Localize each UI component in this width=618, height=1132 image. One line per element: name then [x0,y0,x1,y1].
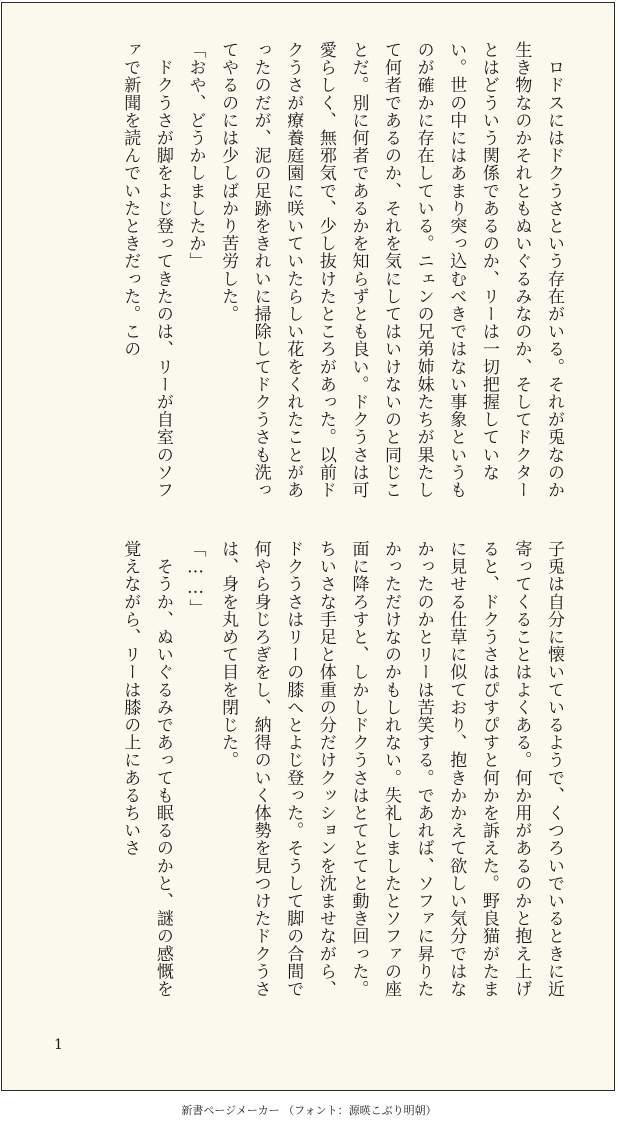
paragraph: ドクうさが脚をよじ登ってきたのは、リーが自室のソファで新聞を読んでいたときだった。この [120,41,173,499]
dialogue-line: 「おや、どうかしましたか」 [185,41,206,270]
upper-text-block [50,41,570,501]
dialogue-line: 「……」 [185,540,206,617]
lower-text-block [50,540,570,1000]
paragraph: 子兎は自分に懐いているようで、くつろいでいるときに近寄ってくることはよくある。何か用があるのかと抱え上げると、ドクうさはぴすぴすと何かを訴えた。野良猫がたまに見せる仕草に似ており、抱きかかえて欲しい気分ではなかったのかとリーは苦笑する。であれば、ソファに昇りたかっただけなのかもしれない。失礼しましたとソファの座面に降ろすと、しかしドクうさはとてとてと動き回った。ちいさな手足と体重の分だけクッションを沈ませながら、ドクうさはリーの膝へとよじ登った。そうして脚の合間で何やら身じろぎをし、納得のいく体勢を見つけたドクうさは、身を丸めて目を閉じた。 [218,540,564,998]
book-page [1,2,615,1091]
paragraph: ロドスにはドクうさという存在がいる。それが兎なのか生き物なのかそれともぬいぐるみなのか、そしてドクターとはどういう関係であるのか、リーは一切把握していない。世の中にはあまり突っ込むべきではない事象というものが確かに存在している。ニェンの兄弟姉妹たちが果たして何者であるのか、それを気にしてはいけないのと同じことだ。別に何者であるかを知らずとも良い。ドクうさは可愛らしく、無邪気で、少し抜けたところがあった。以前ドクうさが療養庭園に咲いていたらしい花をくれたことがあったのだが、泥の足跡をきれいに掃除してドクうさも洗ってやるのには少しばかり苦労した。 [218,41,564,499]
page-number: 1 [54,1037,63,1053]
footer-credit: 新書ページメーカー （フォント：源暎こぶり明朝） [181,1104,437,1117]
paragraph: そうか、ぬいぐるみであっても眠るのかと、謎の感慨を覚えながら、リーは膝の上にあるちいさ [120,540,173,998]
